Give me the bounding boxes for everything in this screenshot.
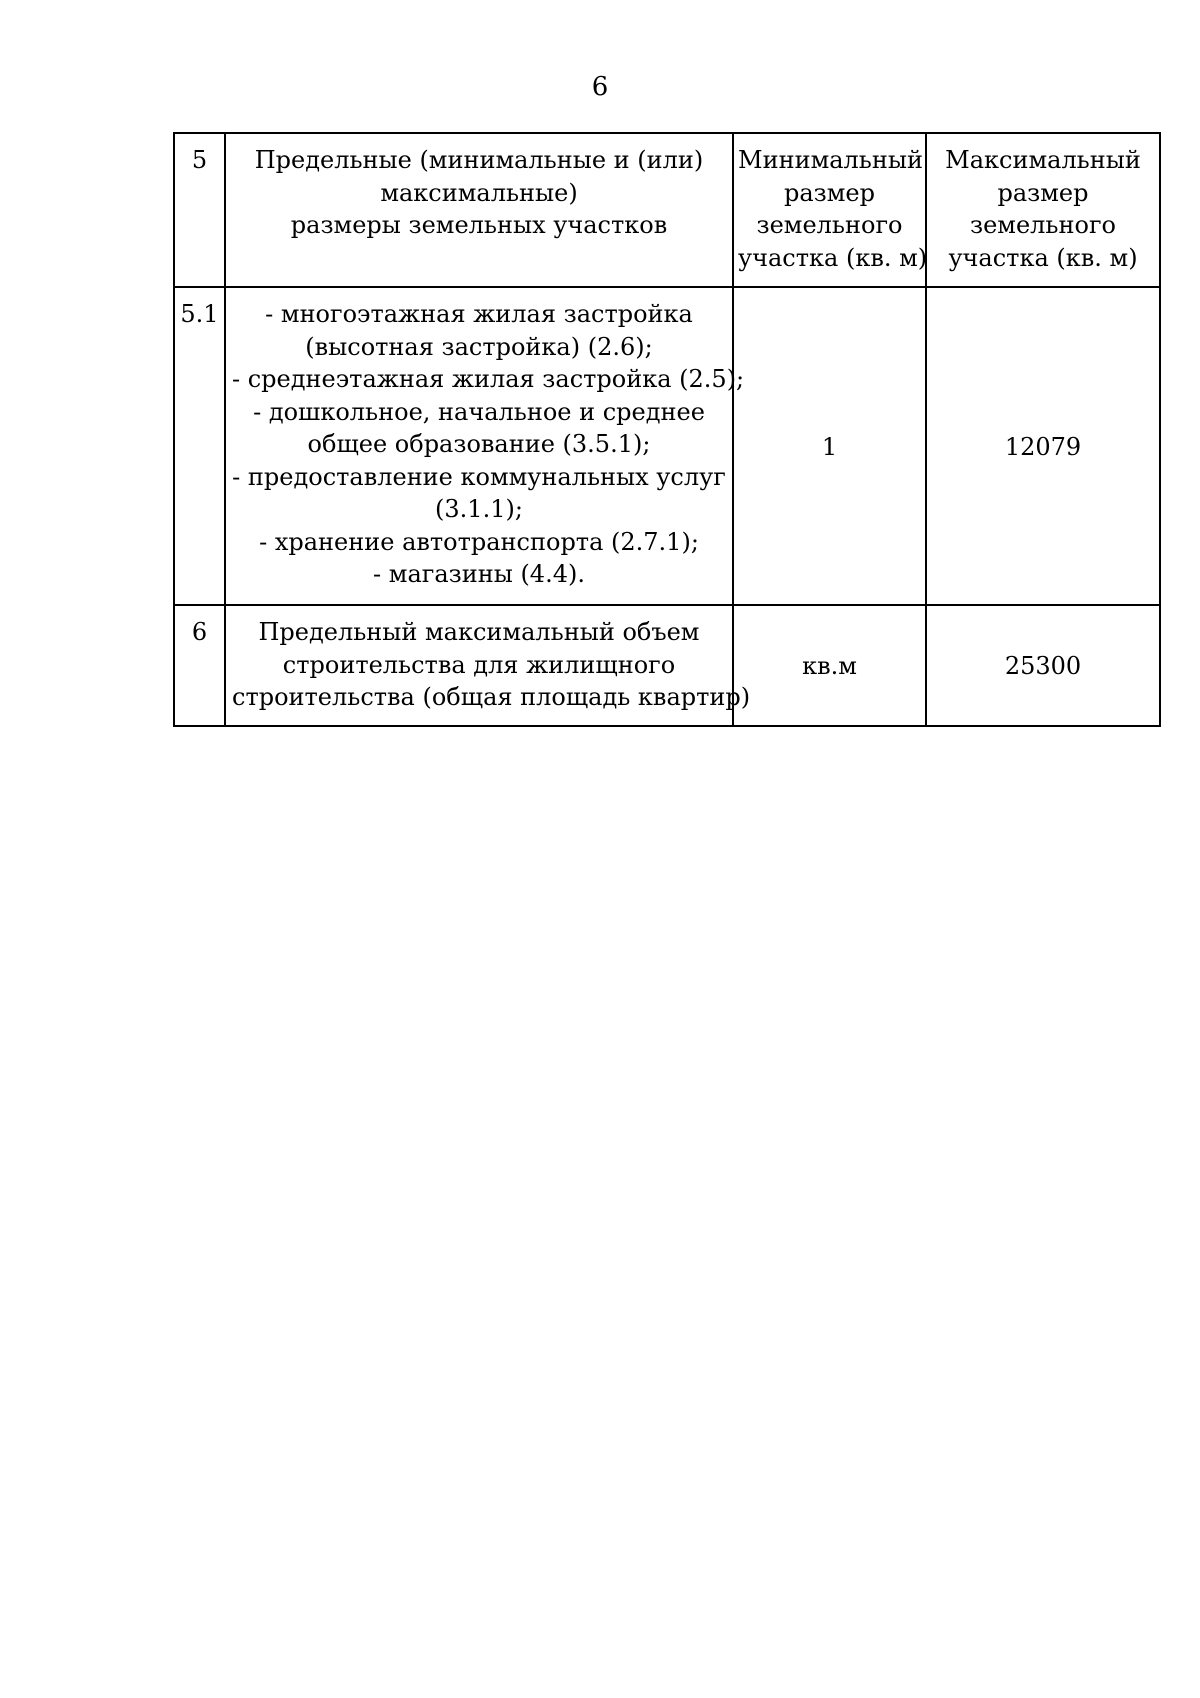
description-cell xyxy=(225,133,733,287)
description-cell xyxy=(225,605,751,726)
max-header-line: размер xyxy=(997,178,1089,207)
description-line: Предельный максимальный объем xyxy=(258,618,700,646)
page-number: 6 xyxy=(591,72,609,102)
description-line: строительства (общая площадь квартир) xyxy=(232,683,751,711)
description-line: (3.1.1); xyxy=(435,495,523,523)
min-header-line: земельного xyxy=(756,211,903,239)
description-line: - магазины (4.4). xyxy=(373,560,585,588)
table-row xyxy=(174,133,1160,287)
min-header-line: Минимальный xyxy=(738,146,923,174)
description-line: - предоставление коммунальных услуг xyxy=(232,462,726,491)
max-header-line: участка (кв. м) xyxy=(948,243,1138,272)
row-number: 6 xyxy=(191,618,208,646)
row-number-cell xyxy=(174,133,225,287)
max-header-line: Максимальный xyxy=(945,146,1141,174)
description-line: - многоэтажная жилая застройка xyxy=(265,300,693,328)
unit-cell xyxy=(733,605,926,726)
description-line: строительства для жилищного xyxy=(282,650,676,679)
row-number: 5.1 xyxy=(180,300,219,328)
table-row xyxy=(174,287,1160,605)
max-volume-value-cell xyxy=(926,605,1160,726)
min-header-line: размер xyxy=(784,178,875,207)
min-size-header-cell xyxy=(733,133,926,287)
table-row xyxy=(174,605,1160,726)
description-line: - дошкольное, начальное и среднее xyxy=(253,397,705,426)
max-size-header-cell xyxy=(926,133,1160,287)
row-number-cell xyxy=(174,605,225,726)
description-line: максимальные) xyxy=(380,178,578,207)
description-cell xyxy=(225,287,745,605)
unit-value: кв.м xyxy=(802,652,857,681)
description-line: - среднеэтажная жилая застройка (2.5); xyxy=(232,365,745,393)
description-line: размеры земельных участков xyxy=(290,211,668,239)
max-header-line: земельного xyxy=(970,211,1116,239)
min-size-value: 1 xyxy=(821,432,838,461)
row-number: 5 xyxy=(191,146,208,174)
max-size-value-cell xyxy=(926,287,1160,605)
description-line: (высотная застройка) (2.6); xyxy=(305,332,653,361)
max-volume-value: 25300 xyxy=(1004,652,1082,681)
description-line: - хранение автотранспорта (2.7.1); xyxy=(259,527,699,556)
description-line: общее образование (3.5.1); xyxy=(307,430,651,458)
parameters-table xyxy=(173,132,1161,727)
min-size-value-cell xyxy=(733,287,926,605)
row-number-cell xyxy=(174,287,225,605)
min-header-line: участка (кв. м) xyxy=(738,243,928,272)
description-line: Предельные (минимальные и (или) xyxy=(254,146,704,174)
max-size-value: 12079 xyxy=(1004,432,1082,461)
